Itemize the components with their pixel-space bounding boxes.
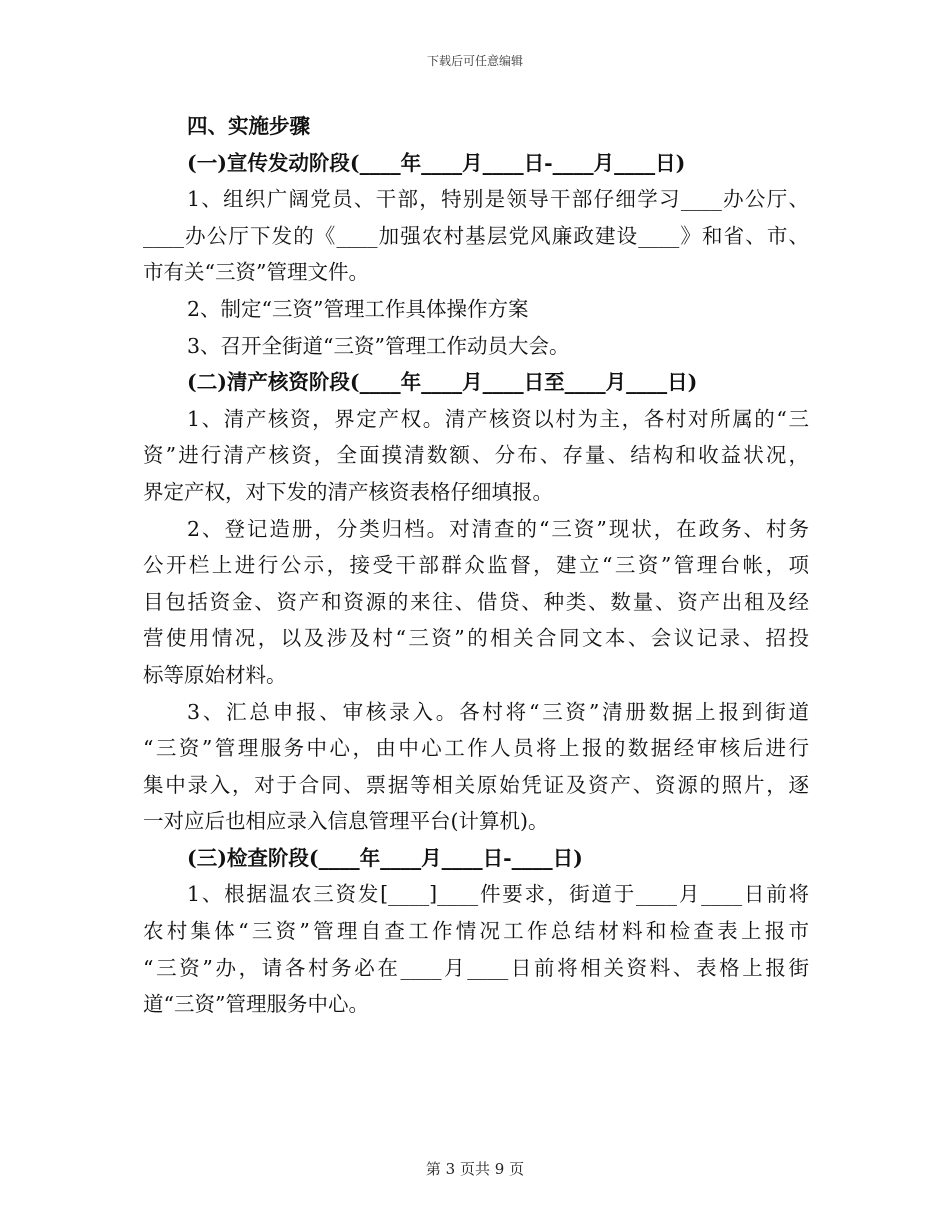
paragraph-line: 1、清产核资，界定产权。清产核资以村为主，各村对所属的“三 <box>187 406 809 431</box>
section-heading: (三)检查阶段(____年____月____日-____日) <box>187 845 583 870</box>
page-number: 第 3 页共 9 页 <box>425 1160 525 1178</box>
section-heading: 四、实施步骤 <box>187 114 310 138</box>
paragraph-line: 一对应后也相应录入信息管理平台(计算机)。 <box>143 809 549 834</box>
paragraph-line: 标等原始材料。 <box>143 662 287 687</box>
paragraph-line: 道“三资”管理服务中心。 <box>143 992 369 1017</box>
section-heading: (二)清产核资阶段(____年____月____日至____月____日) <box>187 370 698 395</box>
document-body <box>143 108 809 1023</box>
paragraph-line: 营使用情况，以及涉及村“三资”的相关合同文本、会议记录、招投 <box>143 626 809 651</box>
paragraph-line: 市有关“三资”管理文件。 <box>143 260 369 285</box>
paragraph-line: 资”进行清产核资，全面摸清数额、分布、存量、结构和收益状况， <box>143 443 809 468</box>
paragraph-line: 3、召开全街道“三资”管理工作动员大会。 <box>187 333 570 358</box>
paragraph-line: 界定产权，对下发的清产核资表格仔细填报。 <box>143 479 553 504</box>
paragraph-line: 公开栏上进行公示，接受干部群众监督，建立“三资”管理台帐，项 <box>143 553 809 578</box>
paragraph-line: 1、组织广阔党员、干部，特别是领导干部仔细学习____办公厅、 <box>187 187 809 212</box>
paragraph-line: “三资”管理服务中心，由中心工作人员将上报的数据经审核后进行 <box>143 736 809 761</box>
paragraph-line: 2、制定“三资”管理工作具体操作方案 <box>187 296 529 321</box>
paragraph-line: 1、根据温农三资发[____]____件要求，街道于____月____日前将 <box>187 882 809 907</box>
paragraph-line: 农村集体“三资”管理自查工作情况工作总结材料和检查表上报市 <box>143 919 809 944</box>
paragraph-line: 集中录入，对于合同、票据等相关原始凭证及资产、资源的照片，逐 <box>143 772 809 797</box>
paragraph-line: ____办公厅下发的《____加强农村基层党风廉政建设____》和省、市、 <box>143 223 809 248</box>
paragraph-line: “三资”办，请各村务必在____月____日前将相关资料、表格上报街 <box>143 955 809 980</box>
paragraph-line: 目包括资金、资产和资源的来往、借贷、种类、数量、资产出租及经 <box>143 589 809 614</box>
page-header: 下载后可任意编辑 <box>426 54 523 68</box>
paragraph-line: 3、汇总申报、审核录入。各村将“三资”清册数据上报到街道 <box>187 699 809 724</box>
section-heading: (一)宣传发动阶段(____年____月____日-____月____日) <box>187 150 686 175</box>
paragraph-line: 2、登记造册，分类归档。对清查的“三资”现状，在政务、村务 <box>187 516 809 541</box>
